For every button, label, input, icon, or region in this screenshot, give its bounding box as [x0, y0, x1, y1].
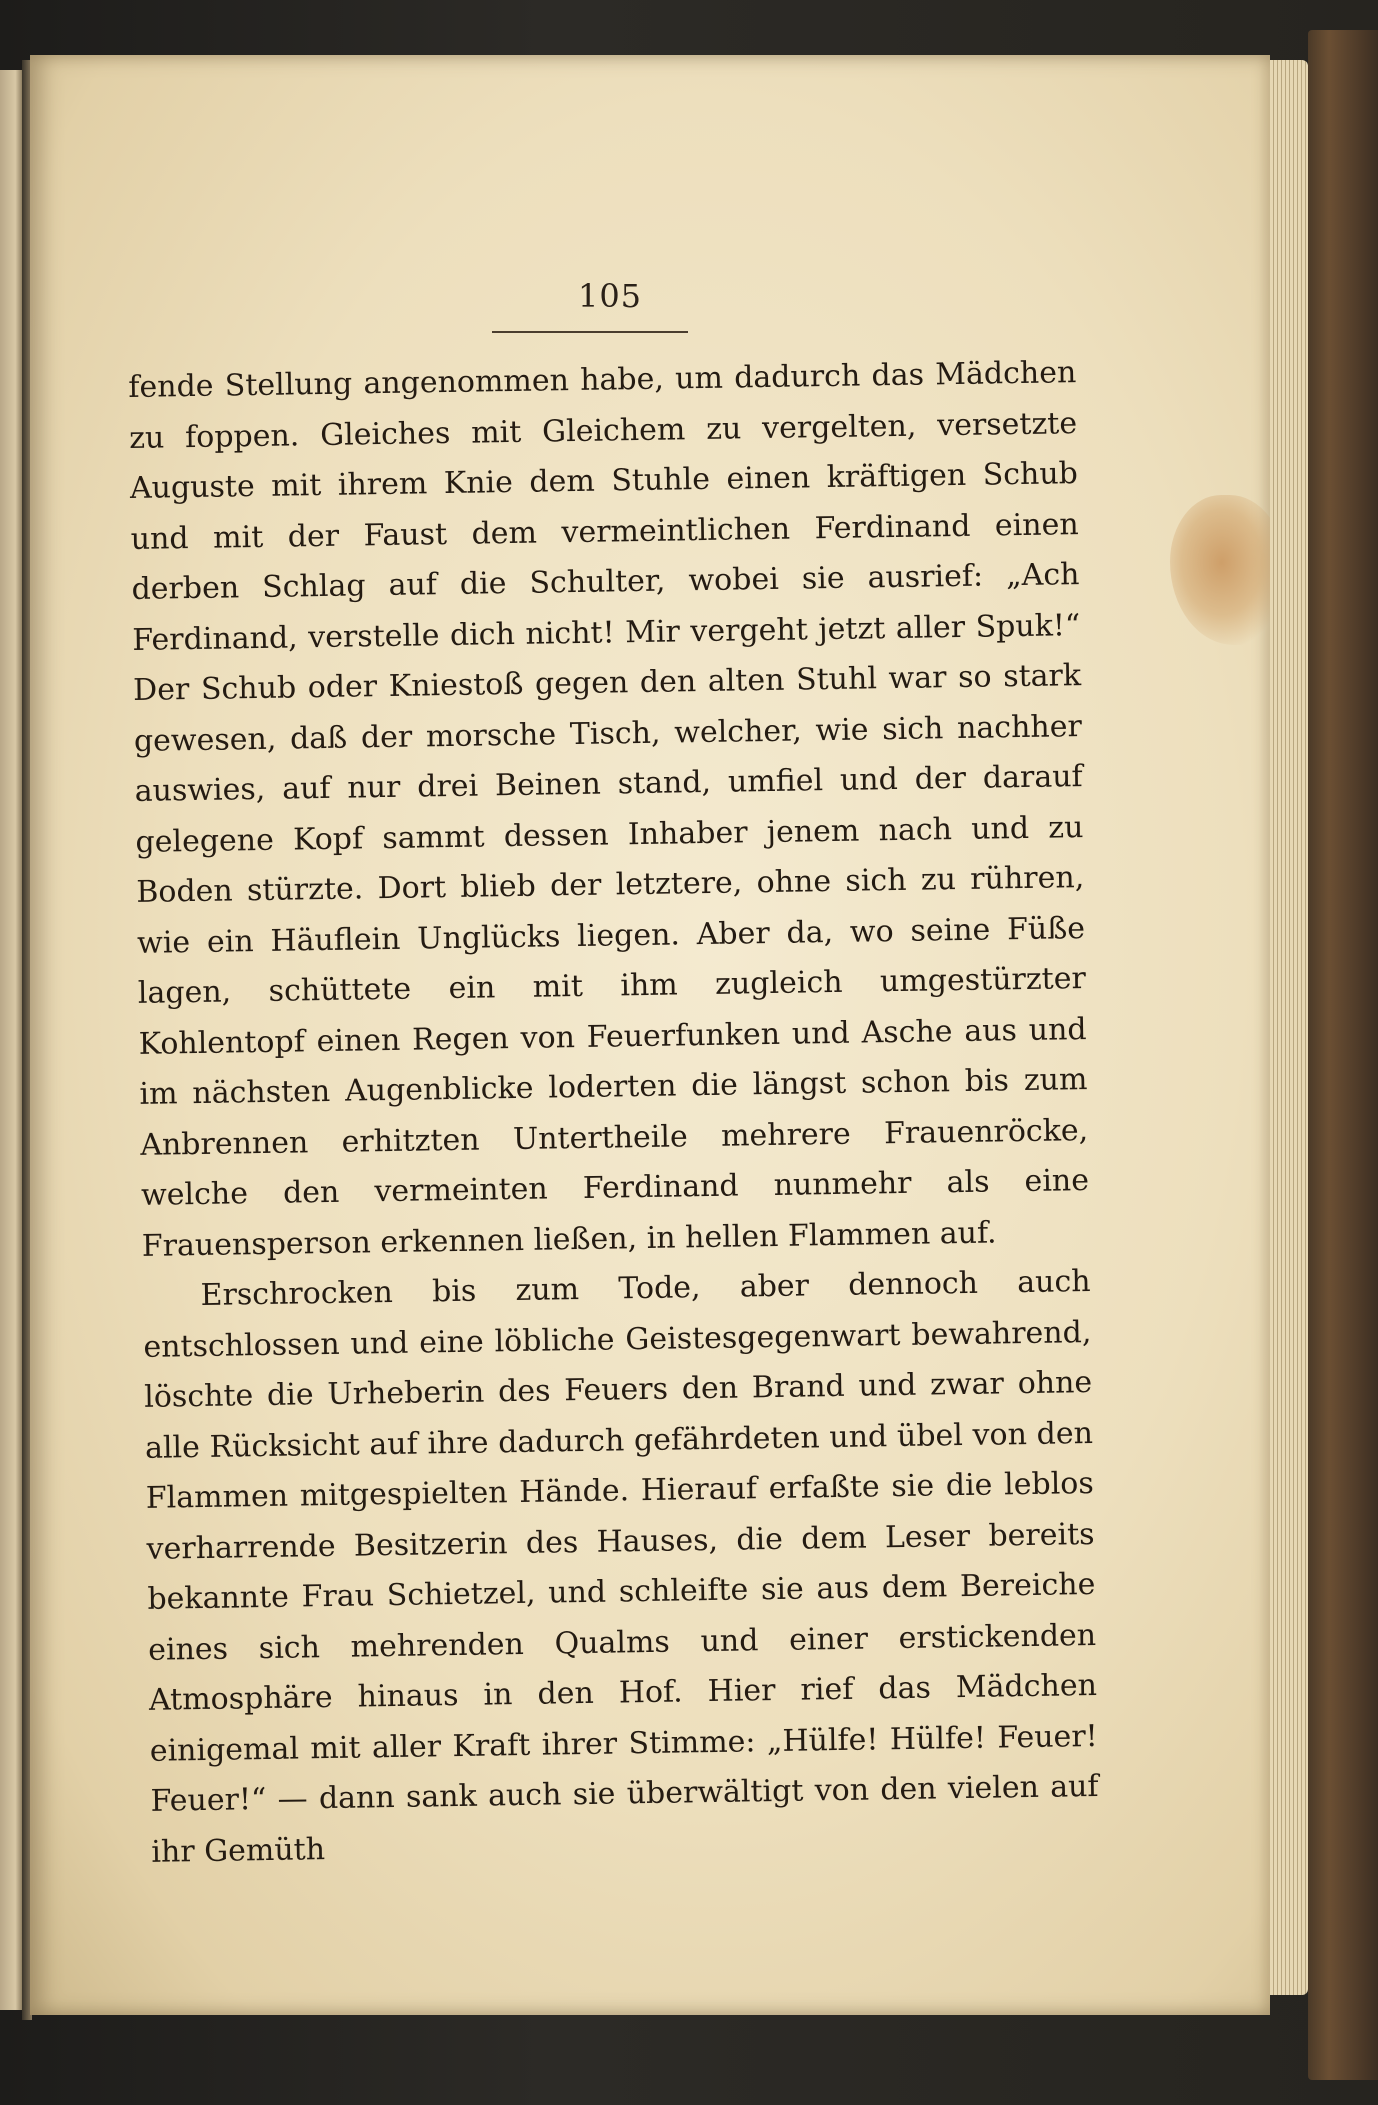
paper-stain — [1170, 495, 1270, 645]
paragraph-1: fende Stellung angenommen habe, um dadurch das Mädchen zu foppen. Gleiches mit Gleichem zu vergelten, versetzte Auguste mit ihrem Knie dem Stuhle einen kräftigen Schub und mit der Faust dem vermeintlichen Ferdinand einen derben Schlag auf die Schulter, wobei sie ausrief: „Ach Ferdinand, verstelle dich nicht! Mir vergeht jetzt aller Spuk!“ Der Schub oder Kniestoß gegen den alten Stuhl war so stark gewesen, daß der morsche Tisch, welcher, wie sich nachher auswies, auf nur drei Beinen stand, umfiel und der darauf gelegene Kopf sammt dessen Inhaber jenem nach und zu Boden stürzte. Dort blieb der letztere, ohne sich zu rühren, wie ein Häuflein Unglücks liegen. Aber da, wo seine Füße lagen, schüttete ein mit ihm zugleich umgestürzter Kohlentopf einen Regen von Feuerfunken und Asche aus und im nächsten Augenblicke loderten die längst schon bis zum Anbrennen erhitzten Untertheile mehrere Frauenröcke, welche den vermeinten Ferdinand nunmehr als eine Frauensperson erkennen ließen, in hellen Flammen auf. — [128, 355, 1090, 1264]
facing-page-edge — [0, 70, 24, 2010]
book-cover-edge — [1308, 30, 1378, 2080]
paragraph-2: Erschrocken bis zum Tode, aber dennoch auch entschlossen und eine löbliche Geistesgegenwart bewahrend, löschte die Urheberin des Feuers den Brand und zwar ohne alle Rücksicht auf ihre dadurch gefährdeten und übel von den Flammen mitgespielten Hände. Hierauf erfaßte sie die leblos verharrende Besitzerin des Hauses, die dem Leser bereits bekannte Frau Schietzel, und schleifte sie aus dem Bereiche eines sich mehrenden Qualms und einer erstickenden Atmosphäre hinaus in den Hof. Hier rief das Mädchen einigemal mit aller Kraft ihrer Stimme: „Hülfe! Hülfe! Feuer! Feuer!“ — dann sank auch sie überwältigt von den vielen auf ihr Gemüth — [143, 1263, 1099, 1870]
page-number: 105 — [577, 277, 643, 315]
body-text — [128, 348, 1100, 1878]
book-page — [30, 55, 1270, 2015]
header-rule — [492, 331, 688, 333]
